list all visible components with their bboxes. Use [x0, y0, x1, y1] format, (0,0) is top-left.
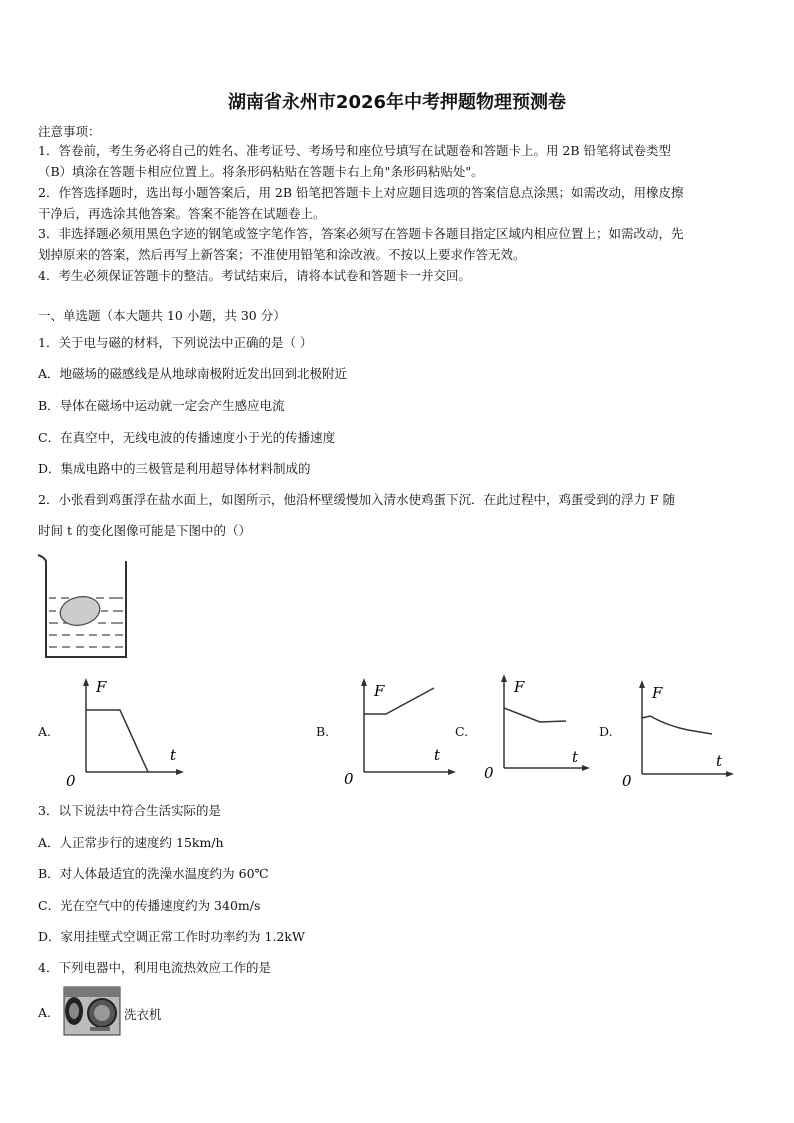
washing-machine-icon	[62, 985, 122, 1037]
notice-line: 3．非选择题必须用黑色字迹的钢笔或签字笔作答，答案必须写在答题卡各题目指定区域内相应位置上；如需改动，先	[38, 226, 684, 241]
question-1-option-b: B．导体在磁场中运动就一定会产生感应电流	[38, 398, 285, 413]
axis-y-label: F	[96, 678, 107, 696]
question-2-stem: 2．小张看到鸡蛋浮在盐水面上，如图所示，他沿杯壁缓慢加入清水使鸡蛋下沉．在此过程中，鸡蛋受到的浮力 F 随	[38, 492, 676, 507]
graph-c-curve	[504, 708, 566, 722]
question-3-option-a: A．人正常步行的速度约 15km/h	[38, 835, 224, 850]
graph-option-c	[482, 672, 592, 784]
origin-label: 0	[622, 772, 632, 788]
axis-x-label: t	[434, 746, 441, 764]
question-1-option-a: A．地磁场的磁感线是从地球南极附近发出回到北极附近	[38, 366, 348, 381]
notice-line: 2．作答选择题时，选出每小题答案后，用 2B 铅笔把答题卡上对应题目选项的答案信息点涂黑；如需改动，用橡皮擦	[38, 185, 684, 200]
axis-x-label: t	[170, 746, 177, 764]
graph-a-curve	[86, 710, 148, 772]
axis-x-label: t	[716, 752, 723, 770]
option-b-letter: B.	[316, 724, 330, 739]
option-a-letter: A.	[38, 724, 52, 739]
origin-label: 0	[66, 772, 76, 788]
question-3-stem: 3．以下说法中符合生活实际的是	[38, 803, 221, 818]
section-heading: 一、单选题（本大题共 10 小题，共 30 分）	[38, 308, 286, 323]
graph-option-d	[620, 676, 736, 788]
beaker-egg-figure	[36, 553, 132, 661]
notice-line: （B）填涂在答题卡相应位置上。将条形码粘贴在答题卡右上角"条形码粘贴处"。	[38, 164, 484, 179]
axis-y-label: F	[514, 678, 525, 696]
question-3-option-c: C．光在空气中的传播速度约为 340m/s	[38, 898, 261, 913]
notice-line: 4．考生必须保证答题卡的整洁。考试结束后，请将本试卷和答题卡一并交回。	[38, 268, 471, 283]
axis-x-label: t	[572, 748, 579, 766]
option-d-letter: D.	[599, 724, 613, 739]
graph-option-a	[64, 676, 188, 788]
question-1-stem: 1．关于电与磁的材料，下列说法中正确的是（ ）	[38, 335, 313, 350]
question-3-option-d: D．家用挂壁式空调正常工作时功率约为 1.2kW	[38, 929, 305, 944]
axis-y-label: F	[374, 682, 385, 700]
notice-heading: 注意事项：	[38, 124, 101, 139]
axis-y-label: F	[652, 684, 663, 702]
graph-d-curve	[642, 716, 712, 734]
origin-label: 0	[484, 764, 494, 782]
notice-line: 1．答卷前，考生务必将自己的姓名、准考证号、考场号和座位号填写在试题卷和答题卡上。用 2B 铅笔将试卷类型	[38, 143, 672, 158]
option-a-letter: A.	[38, 1005, 52, 1020]
question-2-stem-cont: 时间 t 的变化图像可能是下图中的（）	[38, 523, 251, 538]
graph-option-b	[342, 676, 460, 788]
question-1-option-d: D．集成电路中的三极管是利用超导体材料制成的	[38, 461, 311, 476]
option-c-letter: C.	[455, 724, 469, 739]
question-3-option-b: B．对人体最适宜的洗澡水温度约为 60℃	[38, 866, 269, 881]
notice-line: 干净后，再选涂其他答案。答案不能答在试题卷上。	[38, 206, 326, 221]
origin-label: 0	[344, 770, 354, 788]
page-title: 湖南省永州市2026年中考押题物理预测卷	[227, 92, 567, 113]
question-1-option-c: C．在真空中，无线电波的传播速度小于光的传播速度	[38, 430, 336, 445]
question-4-stem: 4．下列电器中，利用电流热效应工作的是	[38, 960, 271, 975]
option-a-label: 洗衣机	[124, 1007, 162, 1022]
notice-line: 划掉原来的答案，然后再写上新答案；不准使用铅笔和涂改液。不按以上要求作答无效。	[38, 247, 526, 262]
